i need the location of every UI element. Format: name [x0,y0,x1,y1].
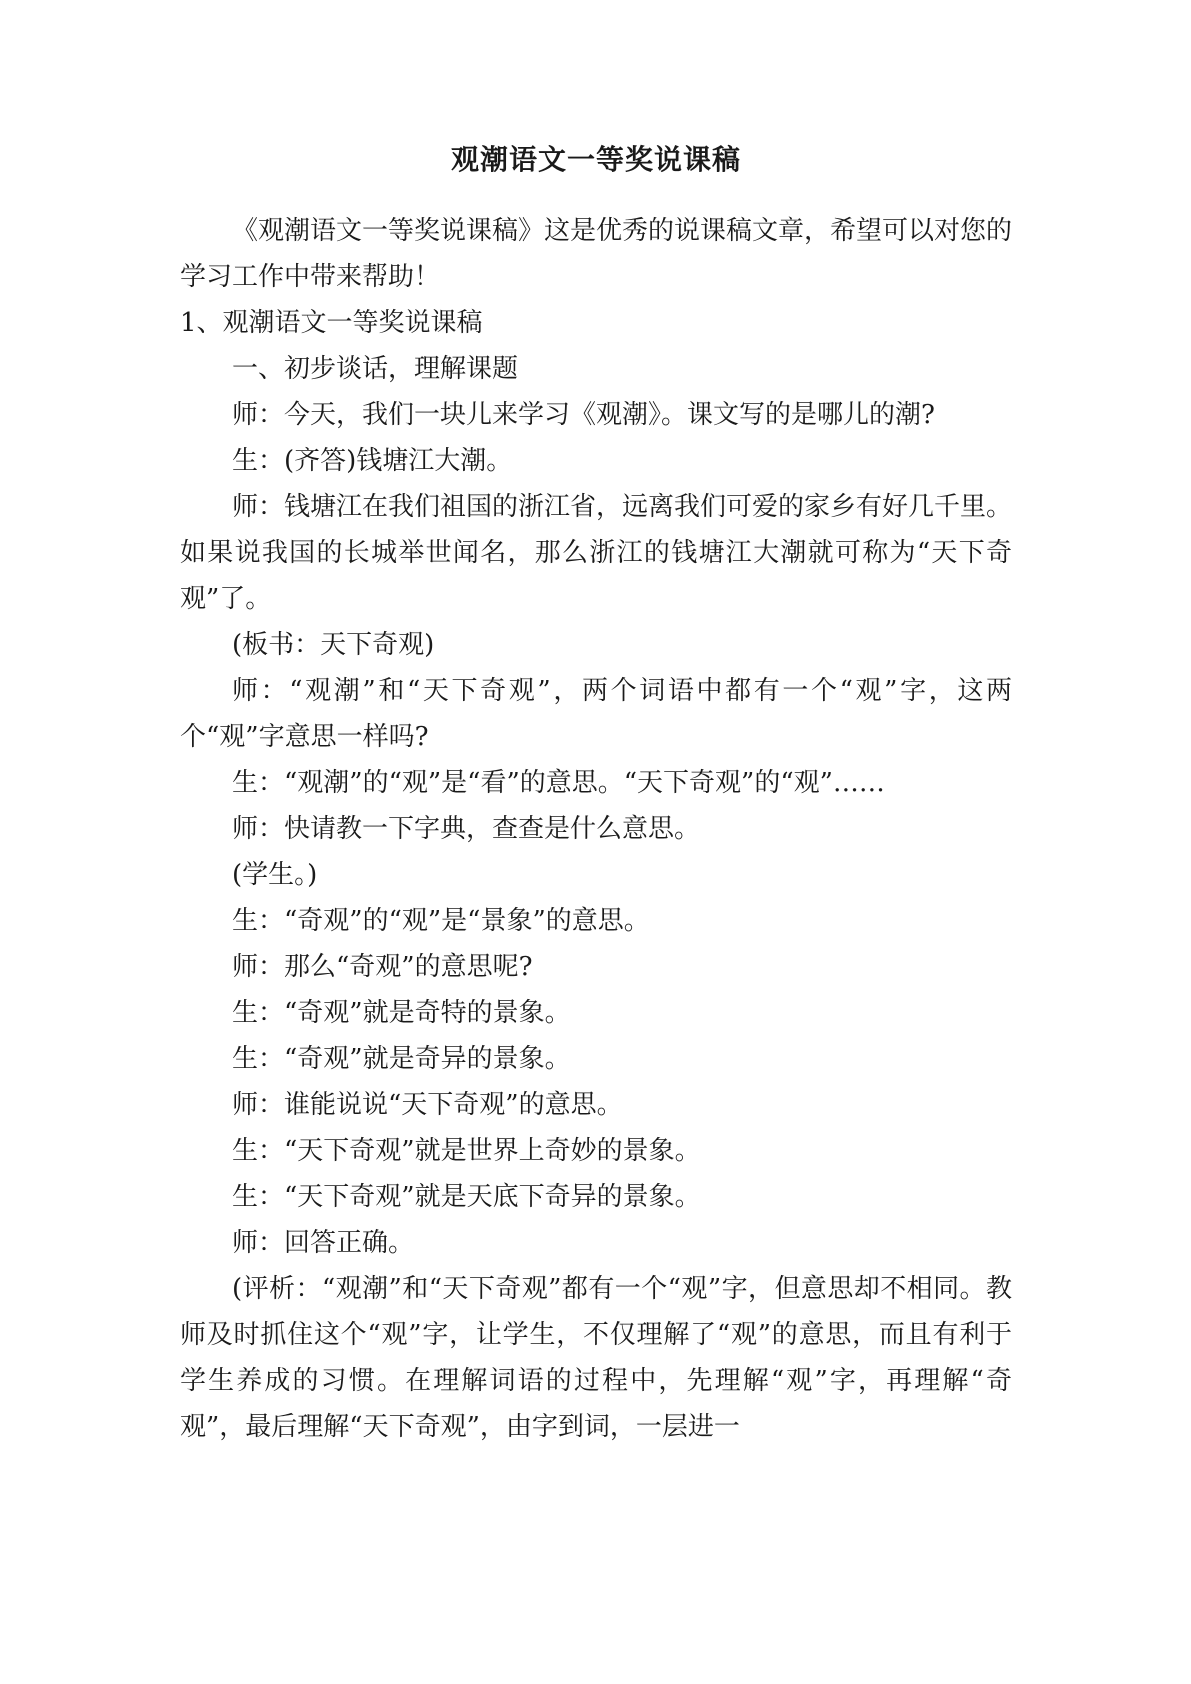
paragraph: 生：“奇观”的“观”是“景象”的意思。 [232,906,650,936]
paragraph: 师：今天，我们一块儿来学习《观潮》。课文写的是哪儿的潮? [232,400,935,430]
paragraph: 生：(齐答)钱塘江大潮。 [232,446,513,476]
paragraph: 师：钱塘江在我们祖国的浙江省，远离我们可爱的家乡有好几千里。如果说我国的长城举世闻名，那么浙江的钱塘江大潮就可称为“天下奇观”了。 [180,492,1013,614]
paragraph: (学生。) [232,860,318,890]
paragraph: 1、观潮语文一等奖说课稿 [180,308,483,338]
paragraph: 师：快请教一下字典，查查是什么意思。 [232,814,701,844]
paragraph: 生：“天下奇观”就是世界上奇妙的景象。 [232,1136,701,1166]
document-title: 观潮语文一等奖说课稿 [450,143,741,176]
paragraph: 师：那么“奇观”的意思呢? [232,952,533,982]
paragraph: 师：“观潮”和“天下奇观”，两个词语中都有一个“观”字，这两个“观”字意思一样吗? [180,676,1012,752]
paragraph: 生：“观潮”的“观”是“看”的意思。“天下奇观”的“观”…… [232,768,885,798]
document-page [180,130,1012,1450]
paragraph: 师：谁能说说“天下奇观”的意思。 [232,1090,623,1120]
paragraph: 生：“奇观”就是奇特的景象。 [232,998,571,1028]
paragraph: 《观潮语文一等奖说课稿》这是优秀的说课稿文章，希望可以对您的学习工作中带来帮助！ [180,216,1013,292]
document-body [180,208,1012,1450]
paragraph: 师：回答正确。 [232,1228,415,1258]
paragraph: (板书：天下奇观) [232,630,435,660]
paragraph: 一、初步谈话，理解课题 [232,354,519,384]
paragraph: (评析：“观潮”和“天下奇观”都有一个“观”字，但意思却不相同。教师及时抓住这个“观”字，让学生，不仅理解了“观”的意思，而且有利于学生养成的习惯。在理解词语的过程中，先理解“观”字，再理解“奇观”，最后理解“天下奇观”，由字到词，一层进一 [180,1274,1012,1442]
paragraph: 生：“天下奇观”就是天底下奇异的景象。 [232,1182,701,1212]
paragraph: 生：“奇观”就是奇异的景象。 [232,1044,571,1074]
